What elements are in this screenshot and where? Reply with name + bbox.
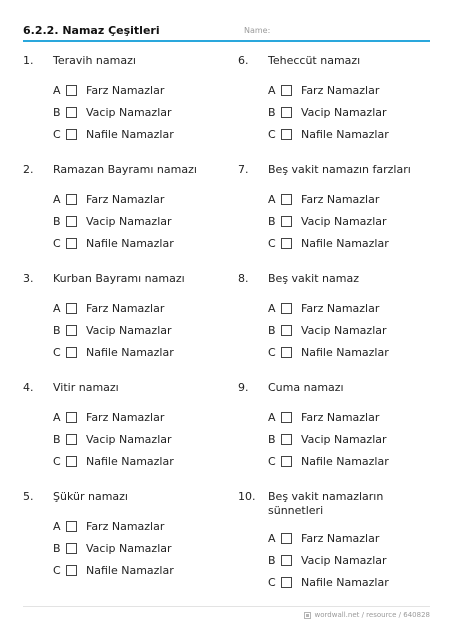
option-b[interactable] <box>268 210 389 232</box>
question-text: Beş vakit namazın farzları <box>268 163 411 176</box>
option-letter: C <box>268 454 276 468</box>
option-label: Nafile Namazlar <box>301 454 389 468</box>
option-c[interactable] <box>268 341 389 363</box>
option-label: Nafile Namazlar <box>86 454 174 468</box>
option-label: Vacip Namazlar <box>86 541 172 555</box>
option-letter: B <box>53 432 61 446</box>
option-letter: A <box>268 192 276 206</box>
option-c[interactable] <box>268 450 389 472</box>
option-letter: A <box>53 410 61 424</box>
option-a[interactable] <box>53 79 174 101</box>
question-7 <box>238 163 438 272</box>
option-label: Farz Namazlar <box>301 192 380 206</box>
option-label: Nafile Namazlar <box>86 345 174 359</box>
checkbox[interactable] <box>66 216 77 227</box>
option-letter: B <box>53 541 61 555</box>
option-letter: C <box>53 563 61 577</box>
option-label: Farz Namazlar <box>301 83 380 97</box>
option-label: Vacip Namazlar <box>301 214 387 228</box>
option-a[interactable] <box>268 406 389 428</box>
option-label: Nafile Namazlar <box>301 345 389 359</box>
option-letter: A <box>53 192 61 206</box>
checkbox[interactable] <box>281 107 292 118</box>
checkbox[interactable] <box>66 543 77 554</box>
option-letter: A <box>268 410 276 424</box>
checkbox[interactable] <box>281 238 292 249</box>
question-column-right <box>238 54 438 599</box>
footer-source: wordwall.net / resource / 640828 <box>314 611 430 619</box>
checkbox[interactable] <box>281 216 292 227</box>
question-text: Beş vakit namaz <box>268 272 359 285</box>
option-a[interactable] <box>268 188 389 210</box>
option-letter: A <box>53 519 61 533</box>
question-4 <box>23 381 223 490</box>
option-letter: A <box>53 83 61 97</box>
option-letter: B <box>268 323 276 337</box>
wordwall-logo-icon <box>304 612 311 619</box>
option-label: Vacip Namazlar <box>301 105 387 119</box>
checkbox[interactable] <box>66 565 77 576</box>
option-label: Farz Namazlar <box>86 83 165 97</box>
checkbox[interactable] <box>66 303 77 314</box>
option-label: Vacip Namazlar <box>301 553 387 567</box>
question-text: Şükür namazı <box>53 490 128 503</box>
option-a[interactable] <box>53 297 174 319</box>
option-label: Vacip Namazlar <box>86 214 172 228</box>
checkbox[interactable] <box>281 555 292 566</box>
option-a[interactable] <box>53 515 174 537</box>
option-b[interactable] <box>53 101 174 123</box>
question-number: 9. <box>238 381 249 394</box>
question-text: Kurban Bayramı namazı <box>53 272 185 285</box>
checkbox[interactable] <box>281 577 292 588</box>
question-number: 8. <box>238 272 249 285</box>
checkbox[interactable] <box>66 434 77 445</box>
checkbox[interactable] <box>281 129 292 140</box>
option-letter: C <box>53 454 61 468</box>
question-number: 4. <box>23 381 34 394</box>
question-number: 1. <box>23 54 34 67</box>
header-divider <box>23 40 430 42</box>
option-b[interactable] <box>53 210 174 232</box>
option-c[interactable] <box>53 232 174 254</box>
footer <box>304 611 430 619</box>
question-number: 6. <box>238 54 249 67</box>
option-a[interactable] <box>53 406 174 428</box>
option-letter: A <box>268 301 276 315</box>
checkbox[interactable] <box>66 521 77 532</box>
option-c[interactable] <box>53 450 174 472</box>
question-5 <box>23 490 223 599</box>
option-label: Nafile Namazlar <box>86 127 174 141</box>
option-label: Vacip Namazlar <box>86 105 172 119</box>
option-label: Farz Namazlar <box>301 410 380 424</box>
option-letter: C <box>268 575 276 589</box>
option-label: Nafile Namazlar <box>301 236 389 250</box>
option-c[interactable] <box>268 232 389 254</box>
question-text: Cuma namazı <box>268 381 344 394</box>
option-c[interactable] <box>53 123 174 145</box>
option-b[interactable] <box>268 319 389 341</box>
option-letter: C <box>53 236 61 250</box>
option-letter: C <box>268 345 276 359</box>
option-label: Vacip Namazlar <box>301 323 387 337</box>
option-letter: B <box>268 214 276 228</box>
checkbox[interactable] <box>66 85 77 96</box>
option-label: Nafile Namazlar <box>301 127 389 141</box>
question-8 <box>238 272 438 381</box>
checkbox[interactable] <box>281 434 292 445</box>
option-letter: B <box>268 105 276 119</box>
checkbox[interactable] <box>66 412 77 423</box>
question-text: Teheccüt namazı <box>268 54 361 67</box>
option-letter: B <box>53 323 61 337</box>
checkbox[interactable] <box>281 456 292 467</box>
question-3 <box>23 272 223 381</box>
option-b[interactable] <box>53 537 174 559</box>
option-c[interactable] <box>268 123 389 145</box>
option-b[interactable] <box>53 319 174 341</box>
question-text: Vitir namazı <box>53 381 119 394</box>
question-number: 3. <box>23 272 34 285</box>
question-text: Ramazan Bayramı namazı <box>53 163 197 176</box>
checkbox[interactable] <box>281 533 292 544</box>
option-label: Farz Namazlar <box>86 192 165 206</box>
option-letter: A <box>268 531 276 545</box>
question-number: 2. <box>23 163 34 176</box>
option-label: Farz Namazlar <box>86 519 165 533</box>
checkbox[interactable] <box>281 303 292 314</box>
option-label: Farz Namazlar <box>301 301 380 315</box>
option-c[interactable] <box>268 571 389 593</box>
question-1 <box>23 54 223 163</box>
question-2 <box>23 163 223 272</box>
question-number: 10. <box>238 490 256 503</box>
checkbox[interactable] <box>66 325 77 336</box>
checkbox[interactable] <box>66 238 77 249</box>
option-b[interactable] <box>268 428 389 450</box>
option-b[interactable] <box>53 428 174 450</box>
checkbox[interactable] <box>66 347 77 358</box>
question-text: Teravih namazı <box>53 54 136 67</box>
footer-divider <box>23 606 430 607</box>
option-label: Farz Namazlar <box>301 531 380 545</box>
question-9 <box>238 381 438 490</box>
option-c[interactable] <box>53 559 174 581</box>
checkbox[interactable] <box>281 85 292 96</box>
checkbox[interactable] <box>66 129 77 140</box>
checkbox[interactable] <box>281 412 292 423</box>
question-10 <box>238 490 438 599</box>
checkbox[interactable] <box>66 107 77 118</box>
option-a[interactable] <box>53 188 174 210</box>
option-letter: B <box>53 105 61 119</box>
option-c[interactable] <box>53 341 174 363</box>
checkbox[interactable] <box>66 194 77 205</box>
option-label: Farz Namazlar <box>86 301 165 315</box>
question-number: 7. <box>238 163 249 176</box>
checkbox[interactable] <box>281 325 292 336</box>
option-letter: B <box>268 553 276 567</box>
checkbox[interactable] <box>281 194 292 205</box>
checkbox[interactable] <box>66 456 77 467</box>
option-a[interactable] <box>268 79 389 101</box>
option-label: Vacip Namazlar <box>86 432 172 446</box>
question-text: Beş vakit namazların sünnetleri <box>268 490 384 517</box>
option-b[interactable] <box>268 549 389 571</box>
option-letter: B <box>268 432 276 446</box>
worksheet-title: 6.2.2. Namaz Çeşitleri <box>23 24 160 37</box>
option-letter: C <box>268 127 276 141</box>
question-column-left <box>23 54 223 599</box>
option-label: Nafile Namazlar <box>86 236 174 250</box>
option-b[interactable] <box>268 101 389 123</box>
option-label: Farz Namazlar <box>86 410 165 424</box>
option-a[interactable] <box>268 527 389 549</box>
checkbox[interactable] <box>281 347 292 358</box>
question-number: 5. <box>23 490 34 503</box>
option-label: Nafile Namazlar <box>301 575 389 589</box>
question-6 <box>238 54 438 163</box>
option-letter: B <box>53 214 61 228</box>
option-letter: C <box>268 236 276 250</box>
option-letter: C <box>53 127 61 141</box>
option-letter: C <box>53 345 61 359</box>
name-label: Name: <box>244 26 271 35</box>
option-letter: A <box>53 301 61 315</box>
option-label: Nafile Namazlar <box>86 563 174 577</box>
option-label: Vacip Namazlar <box>86 323 172 337</box>
option-a[interactable] <box>268 297 389 319</box>
option-letter: A <box>268 83 276 97</box>
option-label: Vacip Namazlar <box>301 432 387 446</box>
